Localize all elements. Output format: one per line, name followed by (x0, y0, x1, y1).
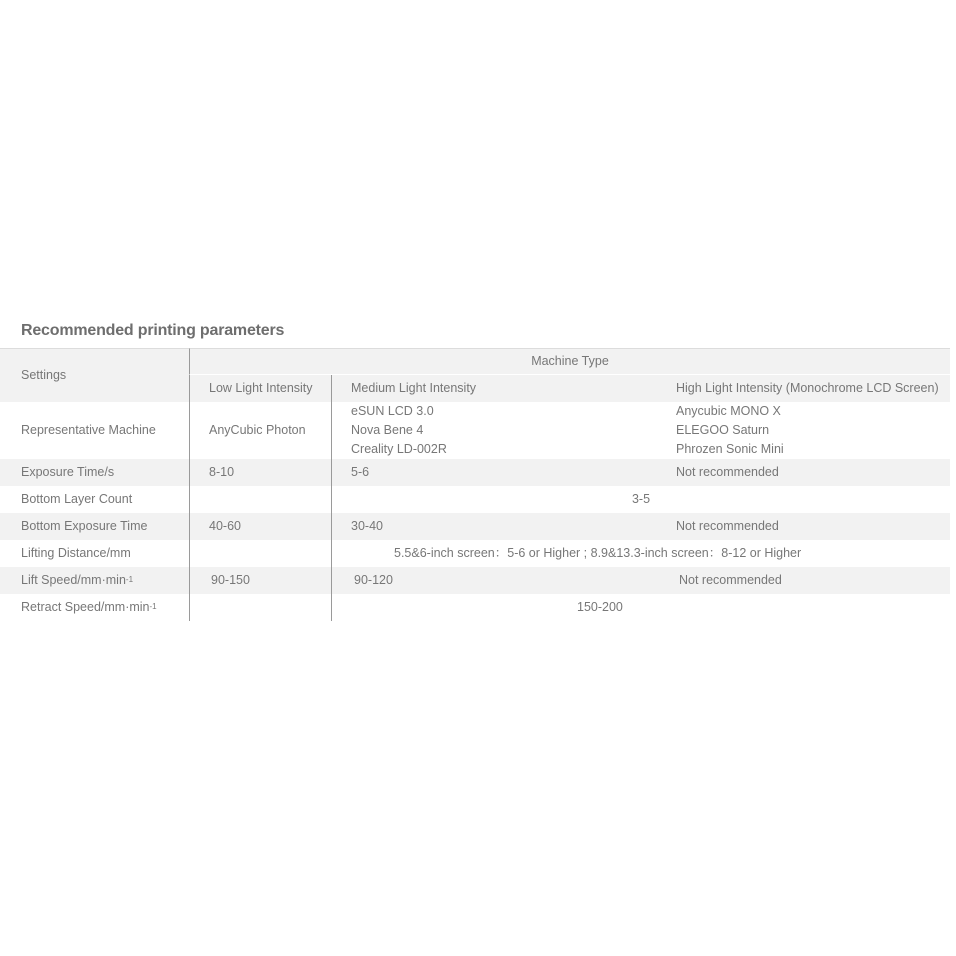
list-item: Creality LD-002R (351, 442, 447, 456)
list-item: Phrozen Sonic Mini (676, 442, 784, 456)
empty-cell (189, 594, 331, 621)
exposure-time-label: Exposure Time/s (0, 459, 189, 486)
list-item: Anycubic MONO X (676, 404, 781, 418)
list-item: Nova Bene 4 (351, 423, 424, 437)
exposure-time-low: 8-10 (189, 459, 331, 486)
bottom-exposure-time-low: 40-60 (189, 513, 331, 540)
medium-intensity-header: Medium Light Intensity (331, 375, 656, 402)
representative-high-list (656, 402, 950, 459)
bottom-layer-count-value: 3-5 (331, 486, 950, 513)
empty-cell (189, 486, 331, 513)
empty-cell (189, 540, 331, 567)
retract-speed-value: 150-200 (331, 594, 950, 621)
high-intensity-header: High Light Intensity (Monochrome LCD Screen) (656, 375, 950, 402)
retract-speed-label-text: Retract Speed/mm·min (21, 600, 150, 614)
exposure-time-high: Not recommended (656, 459, 950, 486)
machine-type-header: Machine Type (189, 348, 950, 375)
bottom-exposure-time-high: Not recommended (656, 513, 950, 540)
lift-speed-high: Not recommended (656, 567, 950, 594)
exposure-time-medium: 5-6 (331, 459, 656, 486)
lift-speed-label: Lift Speed/mm·min $^{-1}$ (0, 567, 189, 594)
bottom-exposure-time-label: Bottom Exposure Time (0, 513, 189, 540)
representative-machine-label: Representative Machine (21, 423, 156, 437)
bottom-exposure-time-medium: 30-40 (331, 513, 656, 540)
lift-speed-label-text: Lift Speed/mm·min (21, 573, 126, 587)
settings-header: Settings (0, 348, 189, 402)
list-item: ELEGOO Saturn (676, 423, 770, 437)
parameters-table (0, 348, 950, 621)
lifting-distance-label: Lifting Distance/mm (21, 546, 131, 560)
retract-speed-label: Retract Speed/mm·min $^{-1}$ (0, 594, 189, 621)
low-intensity-header: Low Light Intensity (189, 375, 331, 402)
lifting-distance-value: 5.5&6-inch screen：5-6 or Higher ; 8.9&13.3-inch screen：8-12 or Higher (331, 540, 950, 567)
lift-speed-low: 90-150 (189, 567, 331, 594)
list-item: eSUN LCD 3.0 (351, 404, 434, 418)
page-title: Recommended printing parameters (21, 322, 285, 339)
bottom-layer-count-label: Bottom Layer Count (21, 492, 133, 506)
representative-low: AnyCubic Photon (189, 402, 331, 459)
representative-medium-list (331, 402, 656, 459)
lift-speed-medium: 90-120 (331, 567, 656, 594)
